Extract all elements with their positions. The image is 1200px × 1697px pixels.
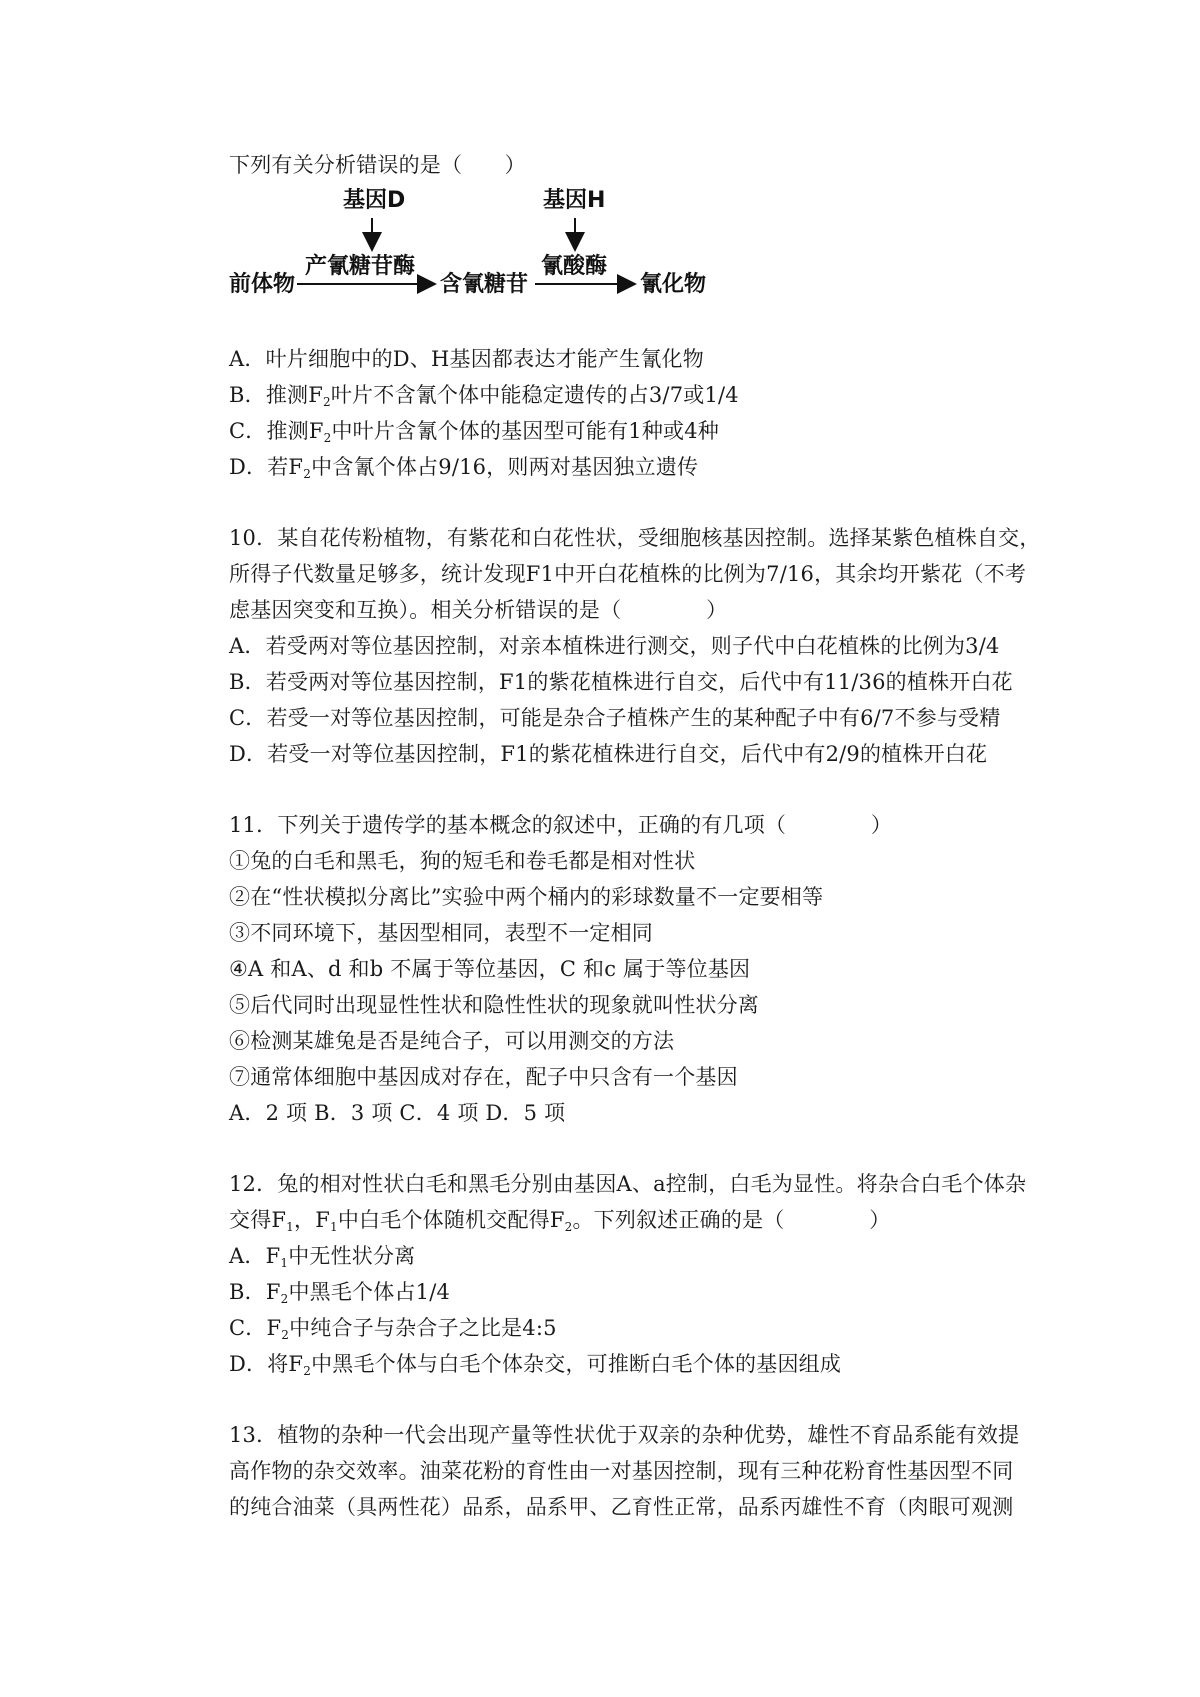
q11-stem: 11．下列关于遗传学的基本概念的叙述中，正确的有几项（ ） bbox=[229, 813, 893, 837]
q11-item-3: ③不同环境下，基因型相同，表型不一定相同 bbox=[229, 921, 653, 945]
q9-option-b: B．推测$F_2$叶片不含氰个体中能稳定遗传的占3/7或1/4 bbox=[229, 383, 739, 409]
q9-option-d: D．若$F_2$中含氰个体占9/16，则两对基因独立遗传 bbox=[229, 455, 699, 481]
q13-stem-line-3: 的纯合油菜（具两性花）品系，品系甲、乙育性正常，品系丙雄性不育（肉眼可观测 bbox=[229, 1495, 1014, 1519]
q13-stem-line-2: 高作物的杂交效率。油菜花粉的育性由一对基因控制，现有三种花粉育性基因型不同 bbox=[229, 1459, 1014, 1483]
q10-option-c: C．若受一对等位基因控制，可能是杂合子植株产生的某种配子中有6/7不参与受精 bbox=[229, 706, 1001, 730]
q9-option-c: C．推测$F_2$中叶片含氰个体的基因型可能有1种或4种 bbox=[229, 419, 720, 445]
q11-item-6: ⑥检测某雄兔是否是纯合子，可以用测交的方法 bbox=[229, 1029, 675, 1053]
q12-option-b: B．$F_2$中黑毛个体占1/4 bbox=[229, 1280, 451, 1306]
q10-stem-line-2: 所得子代数量足够多，统计发现F1中开白花植株的比例为7/16，其余均开紫花（不考 bbox=[229, 562, 1027, 586]
q11-item-4: ④A 和A、d 和b 不属于等位基因，C 和c 属于等位基因 bbox=[229, 957, 751, 981]
q11-item-5: ⑤后代同时出现显性性状和隐性性状的现象就叫性状分离 bbox=[229, 993, 759, 1017]
q10-option-b: B．若受两对等位基因控制，F1的紫花植株进行自交，后代中有11/36的植株开白花 bbox=[229, 670, 1013, 694]
precursor-label: 前体物 bbox=[229, 272, 296, 297]
q11-options: A．2 项 B．3 项 C．4 项 D．5 项 bbox=[229, 1101, 566, 1125]
q10-option-a: A．若受两对等位基因控制，对亲本植株进行测交，则子代中白花植株的比例为3/4 bbox=[229, 634, 1000, 658]
q9-stem: 下列有关分析错误的是（ ） bbox=[229, 153, 526, 177]
gene-d-label: 基因D bbox=[343, 188, 406, 213]
q12-option-c: C．$F_2$中纯合子与杂合子之比是4:5 bbox=[229, 1316, 557, 1342]
q11-item-2: ②在“性状模拟分离比”实验中两个桶内的彩球数量不一定要相等 bbox=[229, 885, 824, 909]
product-label: 氰化物 bbox=[640, 272, 707, 297]
intermediate-label: 含氰糖苷 bbox=[440, 272, 529, 297]
q10-stem-line-1: 10．某自花传粉植物，有紫花和白花性状，受细胞核基因控制。选择某紫色植株自交， bbox=[229, 526, 1041, 550]
q12-option-d: D．将$F_2$中黑毛个体与白毛个体杂交，可推断白毛个体的基因组成 bbox=[229, 1352, 842, 1378]
q13-stem-line-1: 13．植物的杂种一代会出现产量等性状优于双亲的杂种优势，雄性不育品系能有效提 bbox=[229, 1423, 1020, 1447]
q11-item-1: ①兔的白毛和黑毛，狗的短毛和卷毛都是相对性状 bbox=[229, 849, 696, 873]
q10-stem-line-3: 虑基因突变和互换）。相关分析错误的是（ ） bbox=[229, 598, 728, 622]
enzyme1-label: 产氰糖苷酶 bbox=[305, 254, 416, 279]
q12-stem-line-2: 交得$F_1$，$F_1$中白毛个体随机交配得$F_2$。下列叙述正确的是（ ） bbox=[229, 1208, 891, 1234]
q12-stem-line-1: 12．兔的相对性状白毛和黑毛分别由基因A、a控制，白毛为显性。将杂合白毛个体杂 bbox=[229, 1172, 1027, 1196]
q9-option-a: A．叶片细胞中的D、H基因都表达才能产生氰化物 bbox=[229, 347, 704, 371]
enzyme2-label: 氰酸酶 bbox=[541, 254, 608, 279]
gene-h-label: 基因H bbox=[543, 188, 606, 213]
pathway-diagram bbox=[229, 180, 789, 320]
q12-option-a: A．$F_1$中无性状分离 bbox=[229, 1244, 416, 1270]
q11-item-7: ⑦通常体细胞中基因成对存在，配子中只含有一个基因 bbox=[229, 1065, 738, 1089]
q10-option-d: D．若受一对等位基因控制，F1的紫花植株进行自交，后代中有2/9的植株开白花 bbox=[229, 742, 988, 766]
